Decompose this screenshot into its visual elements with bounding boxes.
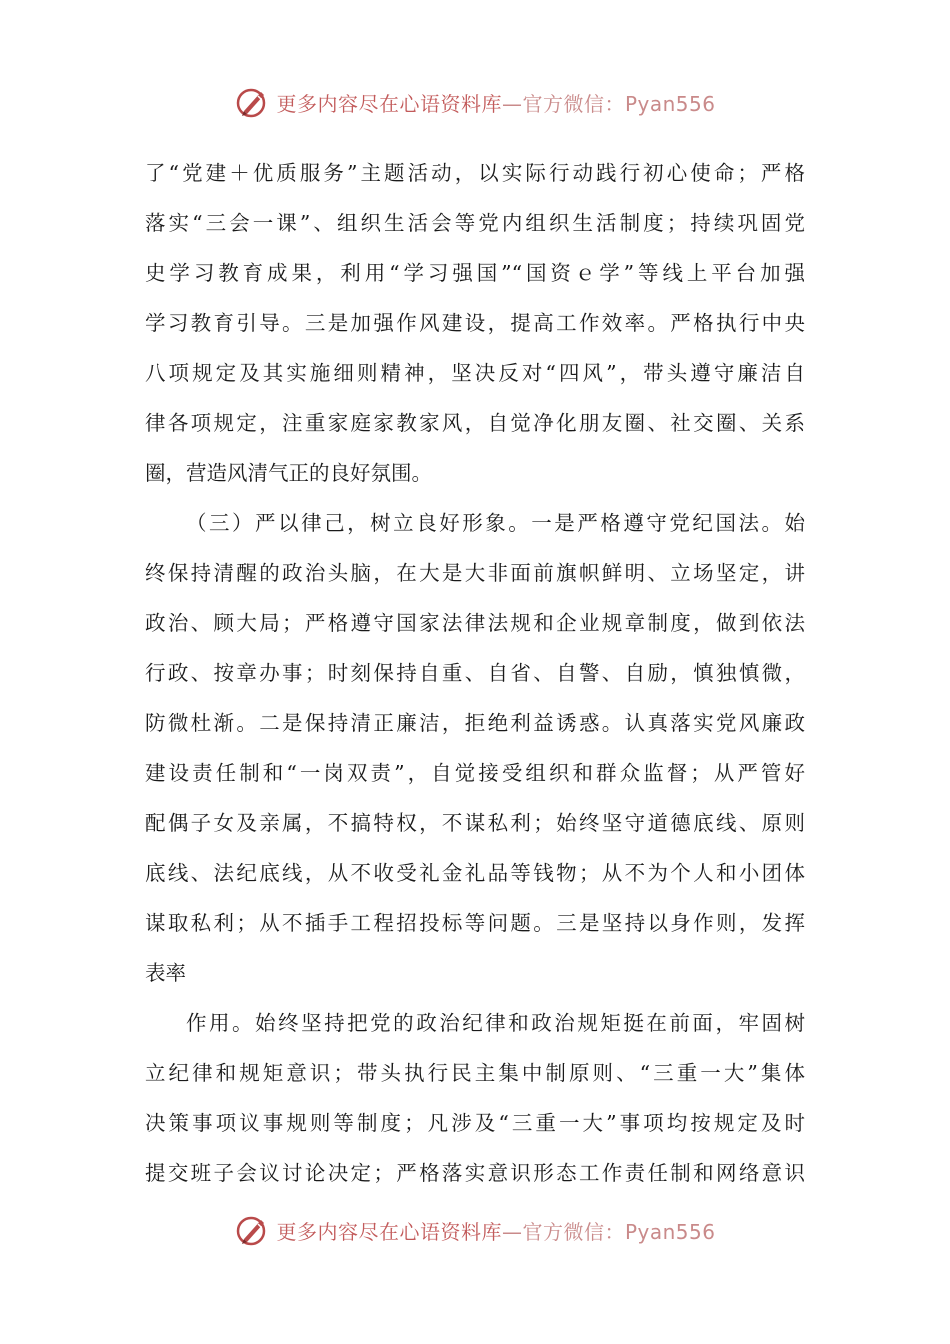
body-line: 底线、法纪底线，从不收受礼金礼品等钱物；从不为个人和小团体 [145, 861, 805, 885]
body-line: 防微杜渐。二是保持清正廉洁，拒绝利益诱惑。认真落实党风廉政 [145, 711, 805, 735]
body-line: 行政、按章办事；时刻保持自重、自省、自警、自励，慎独慎微， [145, 661, 805, 685]
body-line: （三）严以律己，树立良好形象。一是严格遵守党纪国法。始 [186, 511, 805, 535]
footer-banner-tail: —官方微信：Pyan556 [501, 1219, 716, 1244]
body-line: 谋取私利；从不插手工程招投标等问题。三是坚持以身作则，发挥 [145, 911, 805, 935]
body-line: 政治、顾大局；严格遵守国家法律法规和企业规章制度，做到依法 [145, 611, 805, 635]
body-line: 史学习教育成果，利用“学习强国”“国资ｅ学”等线上平台加强 [145, 261, 805, 285]
body-line: 作用。始终坚持把党的政治纪律和政治规矩挺在前面，牢固树 [186, 1011, 805, 1035]
header-banner-text [276, 88, 715, 117]
footer-banner [0, 1210, 950, 1250]
body-line: 学习教育引导。三是加强作风建设，提高工作效率。严格执行中央 [145, 311, 805, 335]
header-banner [0, 82, 950, 122]
pen-circle-logo-icon [234, 84, 270, 120]
header-banner-tail: —官方微信：Pyan556 [501, 91, 716, 116]
body-line: 配偶子女及亲属，不搞特权，不谋私利；始终坚守道德底线、原则 [145, 811, 805, 835]
body-line: 了“党建＋优质服务”主题活动，以实际行动践行初心使命；严格 [145, 161, 805, 185]
body-line: 八项规定及其实施细则精神，坚决反对“四风”，带头遵守廉洁自 [145, 361, 805, 385]
body-line: 表率 [145, 961, 186, 985]
body-line: 决策事项议事规则等制度；凡涉及“三重一大”事项均按规定及时 [145, 1111, 805, 1135]
body-line: 建设责任制和“一岗双责”，自觉接受组织和群众监督；从严管好 [145, 761, 805, 785]
body-line: 律各项规定，注重家庭家教家风，自觉净化朋友圈、社交圈、关系 [145, 411, 805, 435]
footer-banner-lead: 更多内容尽在心语资料库 [276, 1219, 502, 1244]
pen-circle-logo-icon [234, 1212, 270, 1248]
body-line: 圈，营造风清气正的良好氛围。 [145, 461, 432, 485]
document-body [145, 148, 805, 1198]
footer-banner-text [276, 1216, 715, 1245]
header-banner-lead: 更多内容尽在心语资料库 [276, 91, 502, 116]
body-line: 提交班子会议讨论决定；严格落实意识形态工作责任制和网络意识 [145, 1161, 805, 1185]
body-line: 立纪律和规矩意识；带头执行民主集中制原则、“三重一大”集体 [145, 1061, 805, 1085]
body-line: 落实“三会一课”、组织生活会等党内组织生活制度；持续巩固党 [145, 211, 805, 235]
body-line: 终保持清醒的政治头脑，在大是大非面前旗帜鲜明、立场坚定，讲 [145, 561, 805, 585]
